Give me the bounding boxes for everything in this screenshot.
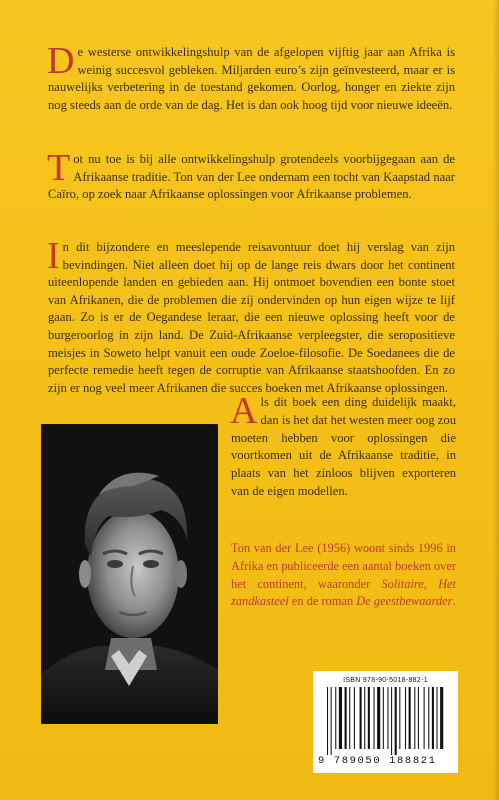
barcode-bar	[424, 687, 425, 749]
drop-cap: A	[230, 390, 258, 432]
drop-cap: T	[47, 147, 71, 189]
paragraph-text: n dit bijzondere en meeslepende reisavontuur doet hij verslag van zijn bevindingen. Niet alleen doet hij op de lange reis dwars door het continent uiteenlopende landen en gebieden aan. Hij ontmoet bovendien een bonte stoet van Afrikanen, die de problemen die zij ondervinden op hun eigen wijze te lijf gaan. Zo is er de Oegandese leraar, die een nieuwe oplossing heeft voor de burgeroorlog in zijn land. De Zuid-Afrikaanse verpleegster, die seropositieve meisjes in Soweto helpt vanuit een oude Zoeloe-filosofie. De Soedanees die de perfecte remedie heeft tegen de corruptie van Afrikaanse staatshoofden. En zo zijn er nog veel meer Afrikanen die succes boeken met Afrikaanse oplossingen.	[48, 240, 455, 395]
barcode-bar	[428, 687, 429, 749]
drop-cap: I	[47, 235, 60, 277]
book-title: Solitaire	[381, 576, 424, 591]
barcode-bar	[391, 687, 392, 755]
barcode-bar	[383, 687, 384, 749]
barcode-bar	[418, 687, 419, 749]
barcode-bars	[327, 687, 445, 755]
barcode-bar	[414, 687, 415, 749]
barcode-digits: 9 789050 188821	[318, 755, 437, 767]
isbn-label: ISBN 978-90-5018-882-1	[343, 677, 428, 684]
isbn-barcode	[313, 671, 458, 773]
barcode-bar	[339, 687, 342, 749]
author-bio: Ton van der Lee (1956) woont sinds 1996 in Afrika en publiceerde een aantal boeken over het continent, waaronder Solitaire, Het zandkasteel en de roman De geestbewaarder.	[231, 541, 456, 609]
conclusion-paragraph	[230, 390, 456, 501]
barcode-bar	[360, 687, 362, 749]
paragraph-text: e westerse ontwikkelingshulp van de afgelopen vijftig jaar aan Afrika is weinig succesvol gebleken. Miljarden euro’s zijn geïnvesteerd, maar er is nauwelijks verbetering in de toestand gekomen. Oorlog, honger en ziekte zijn nog steeds aan de orde van de dag. Het is dan ook hoog tijd voor nieuwe ideeën.	[48, 45, 455, 112]
page-edge-shadow	[493, 0, 499, 800]
book-title: Het zandkasteel	[231, 576, 456, 609]
barcode-bar	[345, 687, 347, 749]
barcode-bar	[377, 687, 380, 749]
barcode-bar	[440, 687, 443, 749]
drop-cap: D	[47, 40, 75, 82]
tradition-paragraph	[47, 147, 455, 204]
paragraph-text: ls dit boek een ding duidelijk maakt, dan is het dat het westen meer oog zou moeten hebben voor oplossingen die voortkomen uit de Afrikaanse traditie, in plaats van het zinloos blijven exporteren van de eigen modellen.	[231, 395, 456, 498]
barcode-bar	[368, 687, 370, 749]
author-bio-text: Ton van der Lee (1956) woont sinds 1996 in Afrika en publiceerde een aantal boeken over het continent, waaronder	[231, 541, 456, 591]
barcode-bar	[387, 687, 388, 749]
journey-paragraph	[47, 235, 455, 397]
barcode-bar	[395, 687, 397, 755]
barcode-bar	[405, 687, 406, 749]
barcode-bar	[432, 687, 434, 749]
paragraph-text: ot nu toe is bij alle ontwikkelingshulp grotendeels voorbijgegaan aan de Afrikaanse traditie. Ton van der Lee ondernam een tocht van Kaapstad naar Caïro, op zoek naar Afrikaanse oplossingen voor Afrikaanse problemen.	[48, 152, 455, 202]
book-title: De geestbewaarder	[356, 594, 453, 609]
author-portrait-image	[41, 424, 218, 724]
author-photo	[41, 424, 218, 724]
barcode-bar	[437, 687, 438, 749]
intro-paragraph	[47, 40, 455, 114]
barcode-bar	[364, 687, 365, 749]
barcode-bar	[331, 687, 332, 755]
barcode-bar	[409, 687, 411, 749]
barcode-bar	[335, 687, 336, 749]
barcode-bar	[374, 687, 375, 749]
barcode-bar	[349, 687, 350, 749]
barcode-bar	[399, 687, 400, 749]
barcode-bar	[354, 687, 355, 749]
barcode-bar	[327, 687, 328, 755]
